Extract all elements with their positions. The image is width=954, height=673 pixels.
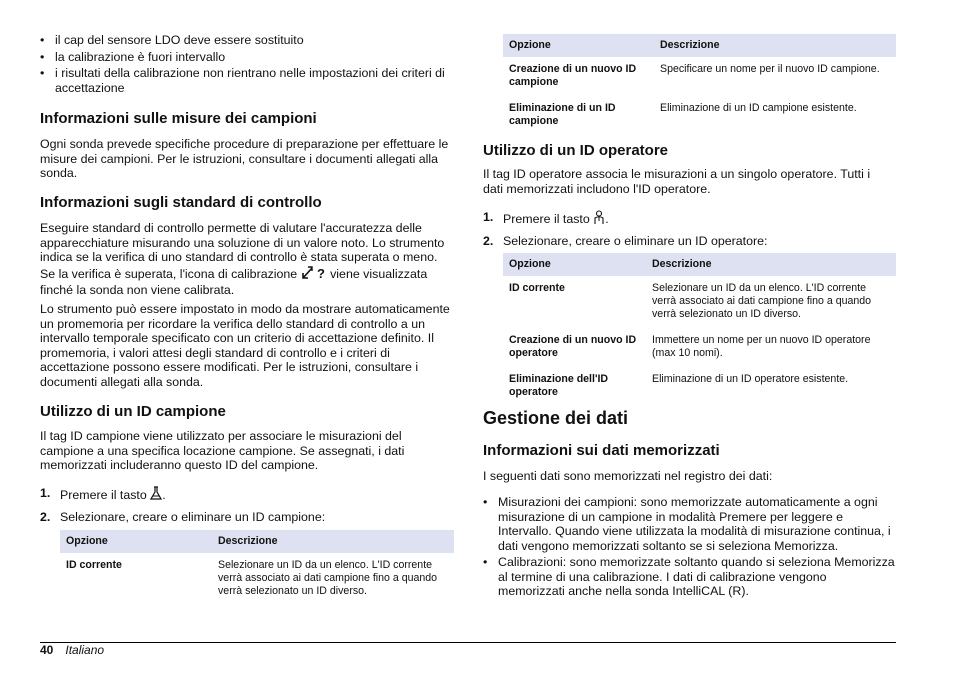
option-cell: Eliminazione di un ID campione xyxy=(509,102,616,127)
section-heading-control-standards: Informazioni sugli standard di controllo xyxy=(40,194,322,211)
list-item: • la calibrazione è fuori intervallo xyxy=(40,50,454,65)
description-cell: Selezionare un ID da un elenco. L'ID corrente verrà associato ai dati campione fino a quando verrà selezionato un ID diverso. xyxy=(652,282,872,320)
table-row xyxy=(503,328,896,367)
table-row xyxy=(503,367,896,406)
section-heading-operator-id: Utilizzo di un ID operatore xyxy=(483,142,669,159)
operator-id-steps xyxy=(483,210,896,253)
footer-language: Italiano xyxy=(65,643,105,657)
list-item: 1. Premere il tasto . xyxy=(40,486,454,505)
option-cell: Creazione di un nuovo ID campione xyxy=(509,63,637,88)
column-header-description: Descrizione xyxy=(654,34,896,57)
list-item: • Misurazioni dei campioni: sono memorizzate automaticamente a ogni misurazione di un campione in modalità Premere per leggere e Intervallo. Quando viene utilizzata la modalità di misurazione continua, i dati vengono memorizzati soltanto se si seleziona Memorizza. xyxy=(483,495,896,553)
sample-flask-key-icon[interactable] xyxy=(150,486,162,505)
step-number: 2. xyxy=(40,509,51,524)
description-cell: Immettere un nome per un nuovo ID operatore (max 10 nomi). xyxy=(652,334,871,359)
step-text: Premere il tasto xyxy=(60,488,147,502)
list-item: • i risultati della calibrazione non rientrano nelle impostazioni dei criteri di accettazione xyxy=(40,66,454,95)
table-header-row xyxy=(60,530,454,553)
description-cell: Eliminazione di un ID campione esistente. xyxy=(660,102,857,114)
table-header-row xyxy=(503,253,896,276)
table-row xyxy=(503,96,896,135)
step-text: Selezionare, creare o eliminare un ID campione: xyxy=(60,509,326,524)
paragraph-sample-measures: Ogni sonda prevede specifiche procedure di preparazione per effettuare le misure dei campioni. Per le istruzioni, consultare i documenti allegati alla sonda. xyxy=(40,137,449,180)
option-cell: ID corrente xyxy=(66,559,122,571)
sample-id-options-table-continued-wrap xyxy=(503,34,896,135)
table-row xyxy=(60,553,454,605)
option-cell: ID corrente xyxy=(509,282,565,294)
footer-rule xyxy=(40,642,896,643)
table-row xyxy=(503,276,896,328)
calibration-check-icon xyxy=(301,265,327,284)
page-footer xyxy=(40,643,104,657)
paragraph-sample-id: Il tag ID campione viene utilizzato per associare le misurazioni del campione a una specifica locazione campione. Se assegnati, i dati memorizzati includeranno questo ID del campione. xyxy=(40,429,405,472)
sample-id-options-table-wrap xyxy=(60,530,454,605)
list-item: • il cap del sensore LDO deve essere sostituito xyxy=(40,33,454,48)
chapter-heading-data-management: Gestione dei dati xyxy=(483,408,629,428)
sample-id-steps xyxy=(40,486,454,529)
step-text: Premere il tasto xyxy=(503,212,590,226)
control-standards-text-a: Eseguire standard di controllo permette di valutare l'accuratezza delle apparecchiature misurando una soluzione di un valore noto. Lo strumento indica se la verifica di uno standard di controllo è stata superata o meno. Se la verifica è superata, l'icona di calibrazione xyxy=(40,221,445,281)
paragraph-stored-data: I seguenti dati sono memorizzati nel registro dei dati: xyxy=(483,469,773,483)
list-item xyxy=(40,510,454,525)
option-cell: Creazione di un nuovo ID operatore xyxy=(509,334,637,359)
step-number: 2. xyxy=(483,233,494,248)
svg-text:?: ? xyxy=(316,265,325,280)
operator-id-options-table-wrap xyxy=(503,253,896,406)
top-bullet-list xyxy=(40,33,454,95)
step-text: Selezionare, creare o eliminare un ID operatore: xyxy=(503,233,768,248)
description-cell: Selezionare un ID da un elenco. L'ID corrente verrà associato ai dati campione fino a quando verrà selezionato un ID diverso. xyxy=(218,559,438,597)
column-header-option: Opzione xyxy=(503,34,654,57)
section-heading-sample-measures: Informazioni sulle misure dei campioni xyxy=(40,110,317,127)
column-header-option: Opzione xyxy=(503,253,646,276)
step-number: 1. xyxy=(40,486,51,500)
description-cell: Eliminazione di un ID operatore esistente. xyxy=(652,373,849,385)
section-heading-stored-data: Informazioni sui dati memorizzati xyxy=(483,442,720,459)
paragraph-operator-id: Il tag ID operatore associa le misurazioni a un singolo operatore. Tutti i dati memorizzati includono l'ID operatore. xyxy=(483,167,871,196)
paragraph-control-reminder: Lo strumento può essere impostato in modo da mostrare automaticamente un promemoria per ricordare la verifica dello standard di controllo a un intervallo temporale specificato con un criterio di accettazione definito. Il promemoria, i valori attesi degli standard di controllo e i criteri di accettazione possono essere modificati. Per le istruzioni, consultare i documenti allegati alla sonda. xyxy=(40,302,450,389)
list-item: 1. Premere il tasto . xyxy=(483,210,896,229)
table-header-row xyxy=(503,34,896,57)
list-item xyxy=(483,234,896,249)
operator-id-options-table xyxy=(503,253,896,406)
operator-key-icon[interactable] xyxy=(593,210,605,229)
paragraph-control-standards xyxy=(40,221,450,298)
page-number: 40 xyxy=(40,643,54,657)
sample-id-options-table-continued xyxy=(503,34,896,135)
column-header-description: Descrizione xyxy=(646,253,896,276)
control-standards-text-b: viene visualizzata finché la sonda non viene calibrata. xyxy=(40,266,428,297)
table-row xyxy=(503,57,896,96)
description-cell: Specificare un nome per il nuovo ID campione. xyxy=(660,63,880,75)
list-item: • Calibrazioni: sono memorizzate soltanto quando si seleziona Memorizza al termine di una calibrazione. I dati di calibrazione vengono memorizzati anche nella sonda IntelliCAL (R). xyxy=(483,555,896,599)
step-number: 1. xyxy=(483,210,494,224)
section-heading-sample-id: Utilizzo di un ID campione xyxy=(40,403,226,420)
column-header-description: Descrizione xyxy=(212,530,454,553)
stored-data-bullet-list xyxy=(483,495,896,599)
sample-id-options-table xyxy=(60,530,454,605)
column-header-option: Opzione xyxy=(60,530,212,553)
option-cell: Eliminazione dell'ID operatore xyxy=(509,373,609,398)
